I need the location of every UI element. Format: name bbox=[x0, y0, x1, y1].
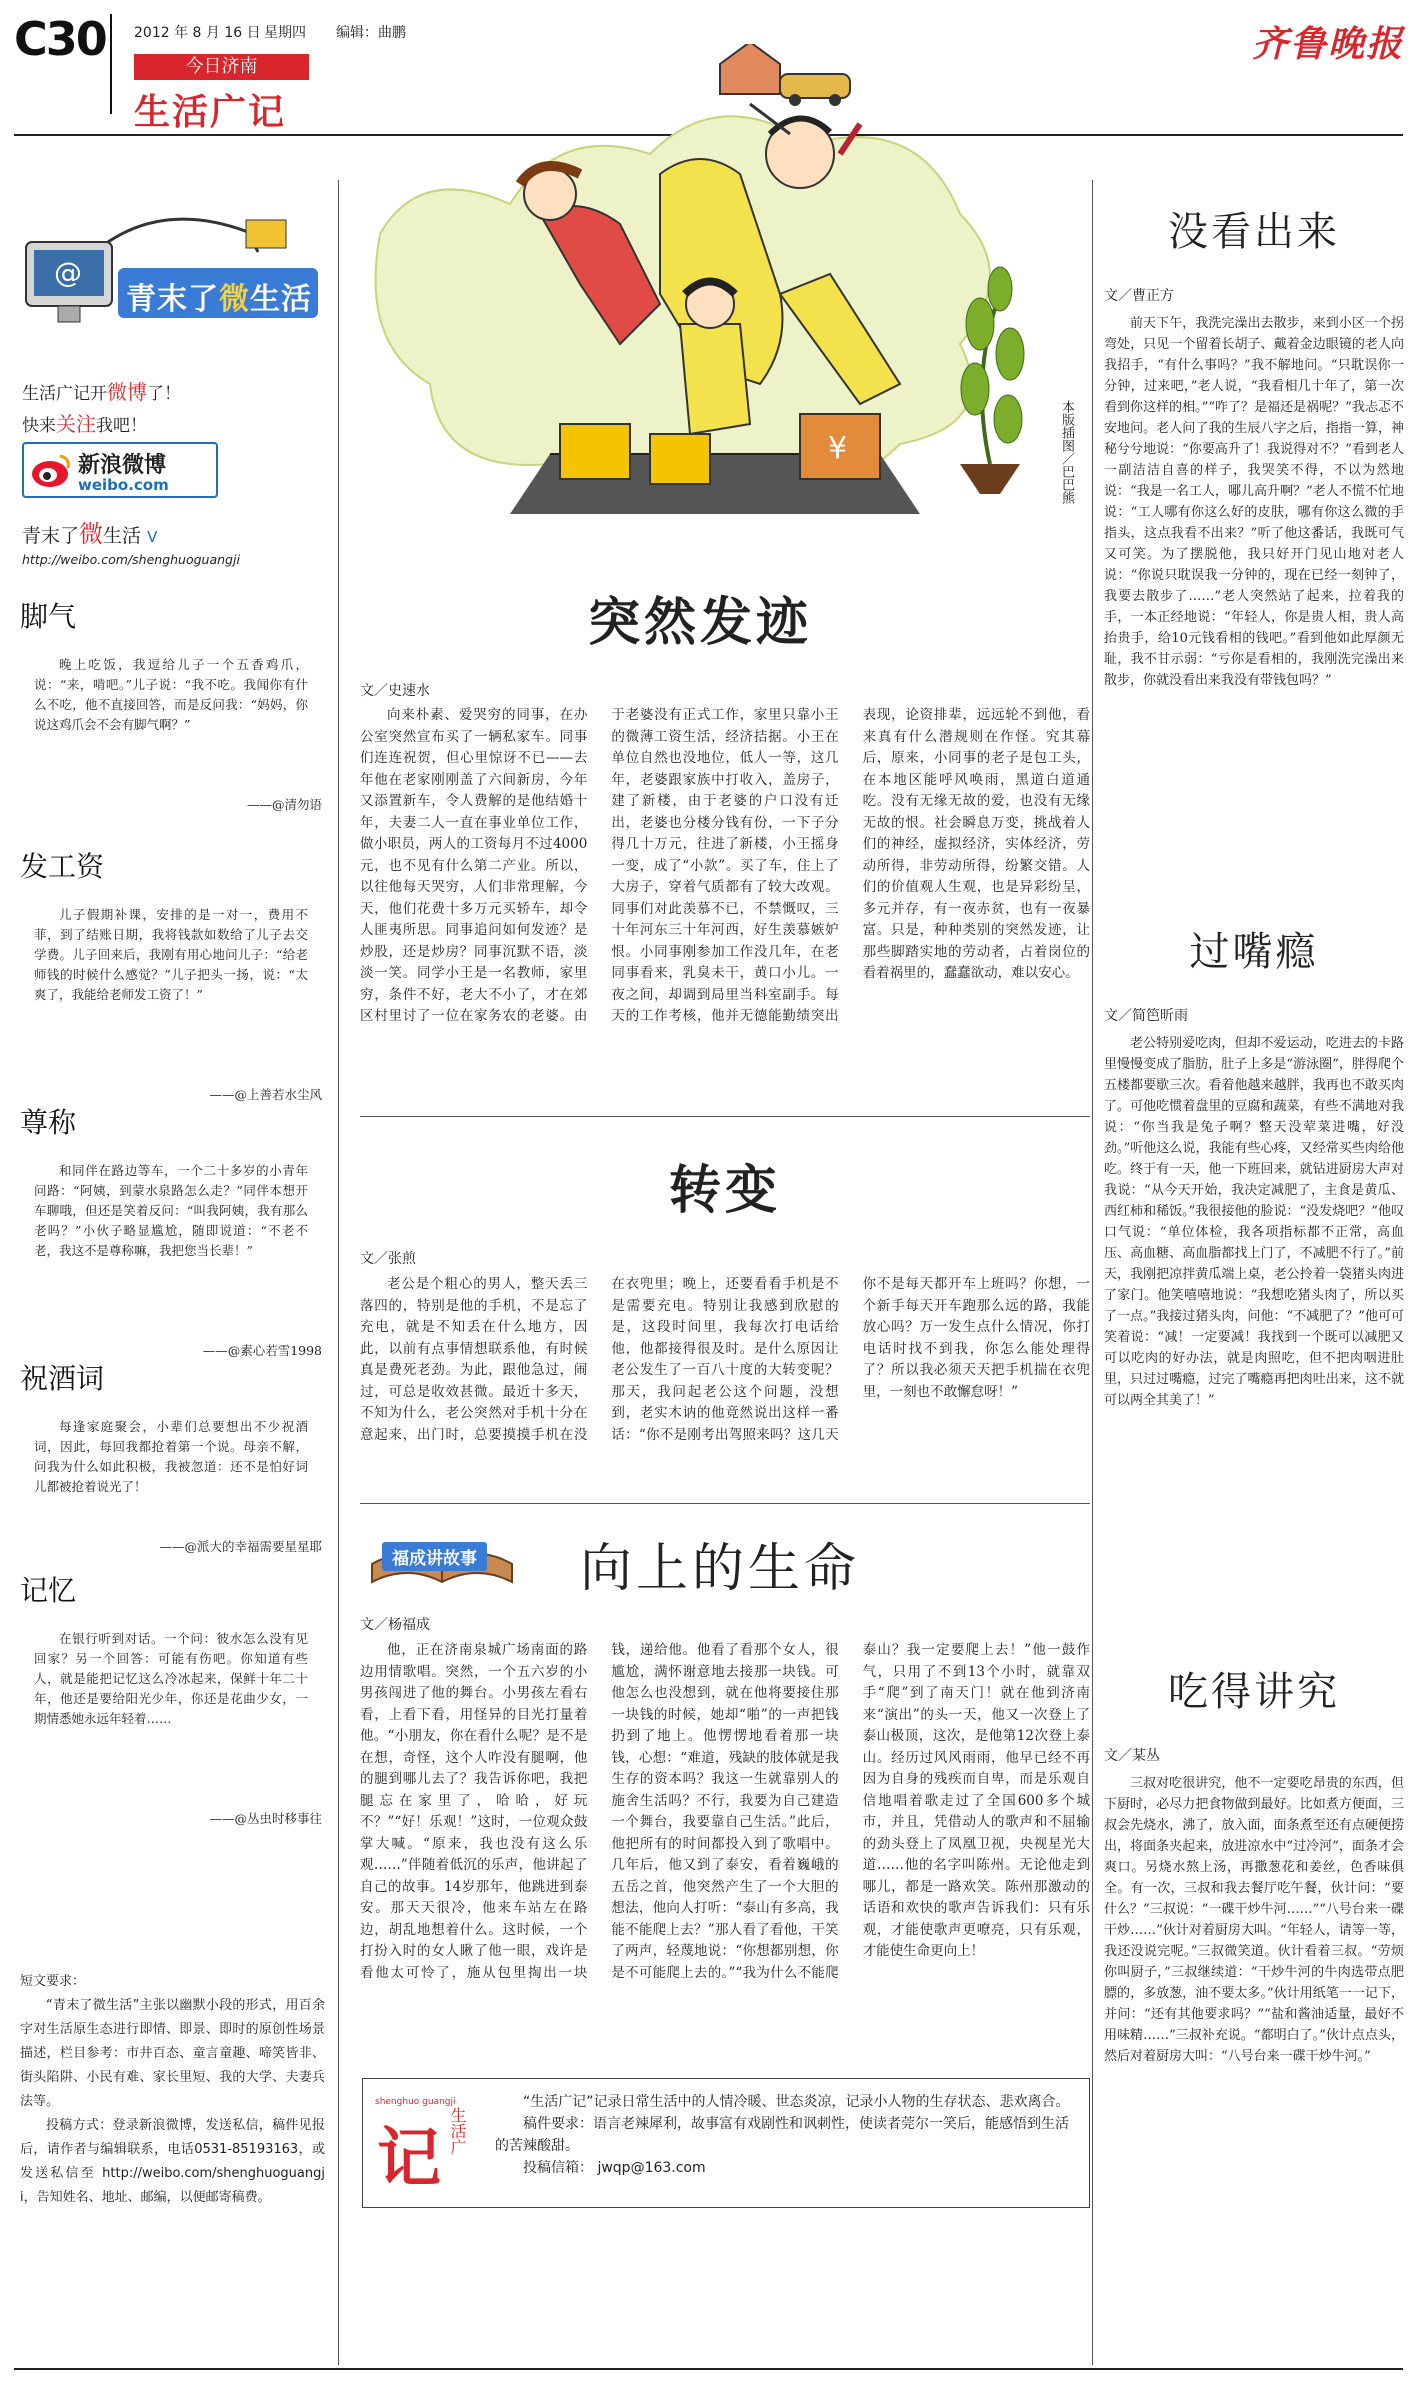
submission-notice bbox=[20, 1970, 325, 2210]
left-item bbox=[20, 1101, 322, 1371]
article2-text: 老公是个粗心的男人，整天丢三落四的，特别是他的手机，不是忘了充电，就是不知丢在什么地方，因此，以前有点事情想联系他，有时候真是费死老劲。为此，跟他急过，闹过，可总是收效甚微。最近十多天，不知为什么，老公突然对手机十分在意起来，出门时，总要摸摸手机在没在衣兜里；晚上，还要看看手机是不是需要充电。特别让我感到欣慰的是，这段时间里，我每次打电话给他，他都接得很及时。是什么原因让老公发生了一百八十度的大转变呢？那天，我问起老公这个问题，没想到，老实木讷的他竟然说出这样一番话：“你不是刚考出驾照来吗？这几天你不是每天都开车上班吗？你想，一个新手每天开车跑那么远的路，我能放心吗？万一发生点什么情况，你打电话时找不到我，你怎么能处理得了？所以我必须天天把手机揣在衣兜里，一刻也不敢懈怠呀！” bbox=[360, 1276, 1090, 1443]
column-intro-text: “生活广记”记录日常生活中的人情冷暖、世态炎凉，记录小人物的生存状态、悲欢离合。 bbox=[523, 2094, 1070, 2110]
left-item-title: 祝酒词 bbox=[20, 1362, 105, 1395]
article3-title: 向上的生命 bbox=[579, 1539, 860, 1599]
left-item-title: 尊称 bbox=[20, 1106, 77, 1139]
left-item-signature: ——@丛虫时移事往 bbox=[209, 1811, 322, 1826]
article3-byline: 文／杨福成 bbox=[360, 1617, 430, 1633]
page-editor: 编辑：曲鹏 bbox=[336, 25, 406, 41]
weibo-line-1: 生活广记开微博了！ bbox=[22, 380, 181, 404]
left-item-signature: ——@派大的幸福需要星星耶 bbox=[159, 1539, 322, 1554]
story-badge-label: 福成讲故事 bbox=[382, 1542, 487, 1571]
left-item bbox=[20, 1357, 322, 1577]
article3-body bbox=[360, 1640, 1090, 2052]
weibo-banner-mid: 微 bbox=[219, 282, 250, 317]
notice-body: “青末了微生活”主张以幽默小段的形式，用百余字对生活原生态进行即情、即景、即时的原创性场景描述，栏目参考：市井百态、童言童趣、啼笑皆非、街头陷阱、小民有难、家长里短、我的大学、夫妻兵法等。 bbox=[20, 1998, 325, 2109]
left-item bbox=[20, 1569, 322, 1839]
left-item-signature: ——@上善若水尘风 bbox=[209, 1087, 322, 1102]
left-item-text: 和同伴在路边等车，一个二十多岁的小青年问路：“阿姨，到蒙水泉路怎么走？”同伴本想开车聊哦，但还是笑着反问：“叫我阿姨，我有那么老吗？”小伙子略显尴尬，随即说道：“不老不老，我这不是尊称嘛，我把您当长辈！” bbox=[34, 1163, 308, 1258]
left-item-text: 每逢家庭聚会，小辈们总要想出不少祝酒词，因此，每回我都抢着第一个说。母亲不解，问我为什么如此积极，我被忽道：还不是怕好词儿都被抢着说光了！ bbox=[34, 1419, 308, 1494]
article1-body bbox=[360, 705, 1090, 1115]
sina-weibo-logo[interactable] bbox=[22, 442, 218, 498]
article2-body bbox=[360, 1274, 1090, 1504]
article2-title: 转变 bbox=[668, 1161, 781, 1221]
left-item-text: 在银行听到对话。一个问：彼水怎么没有见回家？另一个回答：可能有伤吧。你知道有些人，就是能把记忆这么冷冰起来，保鲜十年二十年，他还是要给阳光少年，你还是花曲少女，一期情悉她永远年轻着…… bbox=[34, 1631, 308, 1726]
right-item-text: 老公特别爱吃肉，但却不爱运动，吃进去的卡路里慢慢变成了脂肪，肚子上多是“游泳圈”，胖得爬个五楼都要歇三次。看着他越来越胖，我再也不敢买肉了。可他吃惯着盘里的豆腐和蔬菜，有些不满地对我说：“你当我是兔子啊？整天没荤菜进嘴，好没劲。”听他这么说，我能有些心疼，又经常买些肉给他吃。终于有一天，他一下班回来，就钻进厨房大声对我说：“从今天开始，我决定减肥了，主食是黄瓜、西红柿和稀饭。”我很接他的脸说：“没发烧吧？”他叹口气说：“单位体检，我各项指标都不正常，高血压、高血糖、高血脂都找上门了，不减肥不行了。”前天，我刚把凉拌黄瓜端上桌，老公拎着一袋猪头肉进了家门。他笑嘻嘻地说：“我想吃猪头肉了，所以买了一点。”我接过猪头肉，问他：“不减肥了？”他可可笑着说：“减！一定要减！我找到一个既可以减肥又可以吃肉的好办法，就是肉照吃，但不把肉咽进肚里，只过过嘴瘾，过完了嘴瘾再把肉吐出来，这不就可以两全其美了！” bbox=[1104, 1036, 1404, 1408]
weibo-banner-left: 青末了 bbox=[126, 282, 219, 317]
weibo-logo-url: weibo.com bbox=[78, 476, 169, 494]
right-item bbox=[1104, 200, 1404, 890]
weibo-logo-text: 新浪微博 bbox=[78, 453, 167, 478]
right-item-byline: 文／简笆昕雨 bbox=[1104, 1008, 1188, 1024]
article3-text: 他，正在济南泉城广场南面的路边用情歌唱。突然，一个五六岁的小男孩闯进了他的舞台。小男孩左看右看，上看下看，用怪异的目光打量着他。“小朋友，你在看什么呢？是不是在想，奇怪，这个人咋没有腿啊，他的腿到哪儿去了？我告诉你吧，我把腿忘在家里了，哈哈，好玩不？”“好！乐观！”这时，一位观众鼓掌大喊。“原来，我也没有这么乐观……”伴随着低沉的乐声，他讲起了自己的故事。14岁那年，他跳进到泰安。那天天很冷，他来车站左在路边，胡乱地想着什么。这时候，一个打扮入时的女人瞅了他一眼，戏许是看他太可怜了，施从包里掏出一块钱，递给他。他看了看那个女人，很尴尬，满怀谢意地去接那一块钱。可他怎么也没想到，就在他将要接住那一块钱的时候，她却“啪”的一声把钱扔到了地上。他愣愣地看着那一块钱，心想：“难道，残缺的肢体就是我生存的资本吗？我这一生就靠别人的施舍生活吗？不行，我要为自己建造一个舞台，我要靠自己生活。”此后，他把所有的时间都投入到了歌唱中。几年后，他又到了泰安，看着巍峨的五岳之首，他突然产生了一个大胆的想法，他向人打听：“泰山有多高，我能不能爬上去？”那人看了看他，干笑了两声，轻蔑地说：“你想都别想，你是不可能爬上去的。”“我为什么不能爬泰山？我一定要爬上去！”他一鼓作气，只用了不到13个小时，就靠双手“爬”到了南天门！就在他到济南来“演出”的头一天，他又一次登上了泰山极顶，这次，是他第12次登上泰山。经历过风风雨雨，他早已经不再因为自身的残疾而自卑，而是乐观自信地唱着歌走过了全国600多个城市，并且，凭借动人的歌声和不屈输的劲头登上了凤凰卫视，央视星光大道……他的名字叫陈州。无论他走到哪儿，都是一路欢笑。陈州那激动的话语和欢快的歌声告诉我们：只有乐观，才能使歌声更嘹亮，只有乐观，才能使生命更向上！ bbox=[360, 1642, 1090, 1981]
column-logo-big: 记 bbox=[377, 2121, 441, 2196]
column-intro-box bbox=[362, 2078, 1090, 2208]
section-title: 生活广记 bbox=[134, 92, 287, 133]
weibo-line-2: 快来关注我吧！ bbox=[22, 412, 147, 436]
article2-byline: 文／张煎 bbox=[360, 1251, 416, 1267]
column-requirements: 稿件要求：语言老辣犀利，故事富有戏剧性和讽刺性，使读者莞尔一笑后，能感悟到生活的苦辣酸甜。 bbox=[495, 2116, 1069, 2154]
svg-text:¥: ¥ bbox=[828, 431, 848, 466]
right-item bbox=[1104, 1660, 1404, 2360]
email-label: 投稿信箱： bbox=[523, 2160, 593, 2176]
left-item-text: 晚上吃饭，我逗给儿子一个五香鸡爪，说：“来，啃吧。”儿子说：“我不吃。我闻你有什么不吃，他不直接回答，而是反问我：“妈妈，你说这鸡爪会不会有脚气啊？” bbox=[34, 657, 308, 732]
notice-contact: 投稿方式：登录新浪微博，发送私信，稿件见报后，请作者与编辑联系，电话0531-85193163，或发送私信至 http://weibo.com/shenghuoguangji，告知姓名、地址、邮编，以便邮寄稿费。 bbox=[20, 2118, 325, 2205]
article2-rule bbox=[360, 1503, 1090, 1504]
right-item-text: 三叔对吃很讲究，他不一定要吃昂贵的东西，但下厨时，必尽力把食物做到最好。比如煮方便面，三叔会先烧水，沸了，放入面，面条煮至还有点硬便捞出，将面条夹起来，放进凉水中“过冷河”，面条才会爽口。另烧水熬上汤，再撒葱花和姜丝，色香味俱全。有一次，三叔和我去餐厅吃午餐，伙计问：“要什么？”三叔说：“一碟干炒牛河……”“八号台来一碟干炒……”伙计对着厨房大叫。“年轻人，请等一等，我还没说完呢。”三叔微笑道。伙计看着三叔。“劳烦你叫厨子，”三叔继续道：“干炒牛河的牛肉选带点肥膘的，多放葱，油不要太多。”伙计用纸笔一一记下，并问：“还有其他要求吗？”“盐和酱油适量，最好不用味精……”三叔补充说。“都明白了。”伙计点点头，然后对着厨房大叫：“八号台来一碟干炒牛河。” bbox=[1104, 1776, 1404, 2064]
article1-title: 突然发迹 bbox=[587, 593, 812, 653]
right-column-divider bbox=[1092, 180, 1093, 2365]
illustration-credit: 本版插图／巴巴熊 bbox=[1059, 400, 1074, 504]
story-badge bbox=[362, 1524, 522, 1594]
article1-byline: 文／史速水 bbox=[360, 683, 430, 699]
weibo-eye-icon bbox=[30, 452, 72, 490]
weibo-url[interactable]: http://weibo.com/shenghuoguangji bbox=[22, 552, 240, 567]
illustration bbox=[360, 44, 1040, 544]
column-logo bbox=[371, 2097, 481, 2196]
weibo-banner-right: 生活 bbox=[250, 282, 312, 317]
right-item-title: 过嘴瘾 bbox=[1189, 929, 1319, 975]
email-address[interactable]: jwqp@163.com bbox=[597, 2160, 706, 2176]
issue-weekday: 星期四 bbox=[264, 25, 306, 41]
page-number: C30 bbox=[14, 12, 106, 66]
column-logo-side: 生活广 bbox=[448, 2107, 467, 2155]
left-item-signature: ——@素心若雪1998 bbox=[202, 1343, 322, 1358]
right-item-title: 吃得讲究 bbox=[1168, 1669, 1340, 1715]
left-item bbox=[20, 845, 322, 1115]
issue-date: 2012 年 8 月 16 日 bbox=[134, 25, 261, 41]
left-item-signature: ——@清勿语 bbox=[246, 797, 322, 812]
right-item-byline: 文／某丛 bbox=[1104, 1748, 1160, 1764]
left-item-title: 发工资 bbox=[20, 850, 105, 883]
left-column-divider bbox=[338, 180, 339, 2365]
article1-rule bbox=[360, 1116, 1090, 1117]
weibo-account[interactable]: 青末了微生活 V bbox=[22, 520, 158, 548]
right-item bbox=[1104, 920, 1404, 1620]
article1-text: 向来朴素、爱哭穷的同事，在办公室突然宣布买了一辆私家车。同事们连连祝贺，但心里惊讶不已——去年他在老家刚刚盖了六间新房，今年又添置新车，令人费解的是他结婚十年，夫妻二人一直在事业单位工作，做小职员，两人的工资每月不过4000元，也不见有什么第二产业。所以，以往他每天哭穷，人们非常理解，今天，他们花费十多万元买轿车，却令人匪夷所思。同事追问如何发迹？是炒股，还是炒房？同事沉默不语，淡淡一笑。同学小王是一名教师，家里穷，条件不好，老大不小了，才在郊区村里讨了一位在家务农的老婆。由于老婆没有正式工作，家里只靠小王的微薄工资生活，经济拮据。小王在单位自然也没地位，低人一等，这几年，老婆跟家族中打收入，盖房子，建了新楼，由于老婆的户口没有迁出，老婆也分楼分钱有份，一下子分得几十万元，往进了新楼，小王摇身一变，成了“小款”。买了车，住上了大房子，穿着气质都有了较大改观。同事们对此羡慕不已，不禁慨叹，三十年河东三十年河西，好生羡慕嫉妒恨。小同事刚参加工作没几年，在老同事看来，乳臭未干，黄口小儿。一夜之间，却调到局里当科室副手。每天的工作考核，他并无德能勤绩突出表现，论资排辈，远远轮不到他，看来真有什么潜规则在作怪。究其幕后，原来，小同事的老子是包工头，在本地区能呼风唤雨，黑道白道通吃。没有无缘无故的爱，也没有无缘无故的恨。社会瞬息万变，挑战着人们的神经，虚拟经济，实体经济，劳动所得，非劳动所得，纷繁交错。人们的价值观人生观，也是异彩纷呈，多元并存，有一夜赤贫，也有一夜暴富。只是，种种类别的突然发迹，让那些脚踏实地的劳动者，占着岗位的看着祸里的，蠢蠢欲动，难以安心。 bbox=[360, 707, 1090, 1024]
left-item-text: 儿子假期补课，安排的是一对一，费用不菲，到了结账日期，我将钱款如数给了儿子去交学费。儿子回来后，我刚有用心地问儿子：“给老师钱的时候什么感觉？”儿子把头一扬，说：“太爽了，我能给老师发工资了！” bbox=[34, 907, 308, 1002]
header-divider bbox=[110, 14, 112, 114]
page-bottom-rule bbox=[14, 2368, 1403, 2370]
left-item-title: 脚气 bbox=[20, 600, 77, 633]
notice-title: 短文要求： bbox=[20, 1974, 86, 1989]
svg-text:@: @ bbox=[54, 256, 82, 289]
right-item-text: 前天下午，我洗完澡出去散步，来到小区一个拐弯处，只见一个留着长胡子、戴着金边眼镜的老人向我招手，“有什么事吗？”我不解地问。“只耽误你一分钟，过来吧，”老人说，“我看相几十年了，第一次看到你这样的相。”“咋了？是福还是祸呢？”我忐忑不安地问。老人问了我的生辰八字之后，指指一算，神秘兮兮地说：“你要高升了！我说得对不？”看到老人一副洁洁自喜的样子，我哭笑不得，不以为然地说：“我是一名工人，哪儿高升啊？”老人不慌不忙地说：“工人哪有你这么好的皮肤，哪有你这么微的手指头，这点我看不出来？”听了他这番话，我既可气又可笑。为了摆脱他，我只好开门见山地对老人说：“你说只耽误我一分钟的，现在已经一刻钟了，我要去散步了……”老人突然站了起来，拉着我的手，一本正经地说：“年轻人，你是贵人相，贵人高抬贵手，给10元钱看相的钱吧。”看到他如此厚颜无耻，我不甘示弱：“亏你是看相的，我刚洗完澡出来散步，你就没看出来我没有带钱包吗？” bbox=[1104, 316, 1404, 688]
left-items bbox=[20, 595, 322, 1839]
masthead-logo: 齐鲁晚报 bbox=[1252, 23, 1405, 65]
section-tag: 今日济南 bbox=[134, 54, 309, 80]
left-item-title: 记忆 bbox=[20, 1574, 77, 1607]
column-logo-small: shenghuo guangji bbox=[375, 2097, 456, 2107]
weibo-banner bbox=[18, 212, 318, 342]
people-rising-illustration bbox=[360, 44, 1040, 544]
right-item-title: 没看出来 bbox=[1168, 209, 1340, 255]
left-item bbox=[20, 595, 322, 825]
right-item-byline: 文／曹正方 bbox=[1104, 288, 1174, 304]
